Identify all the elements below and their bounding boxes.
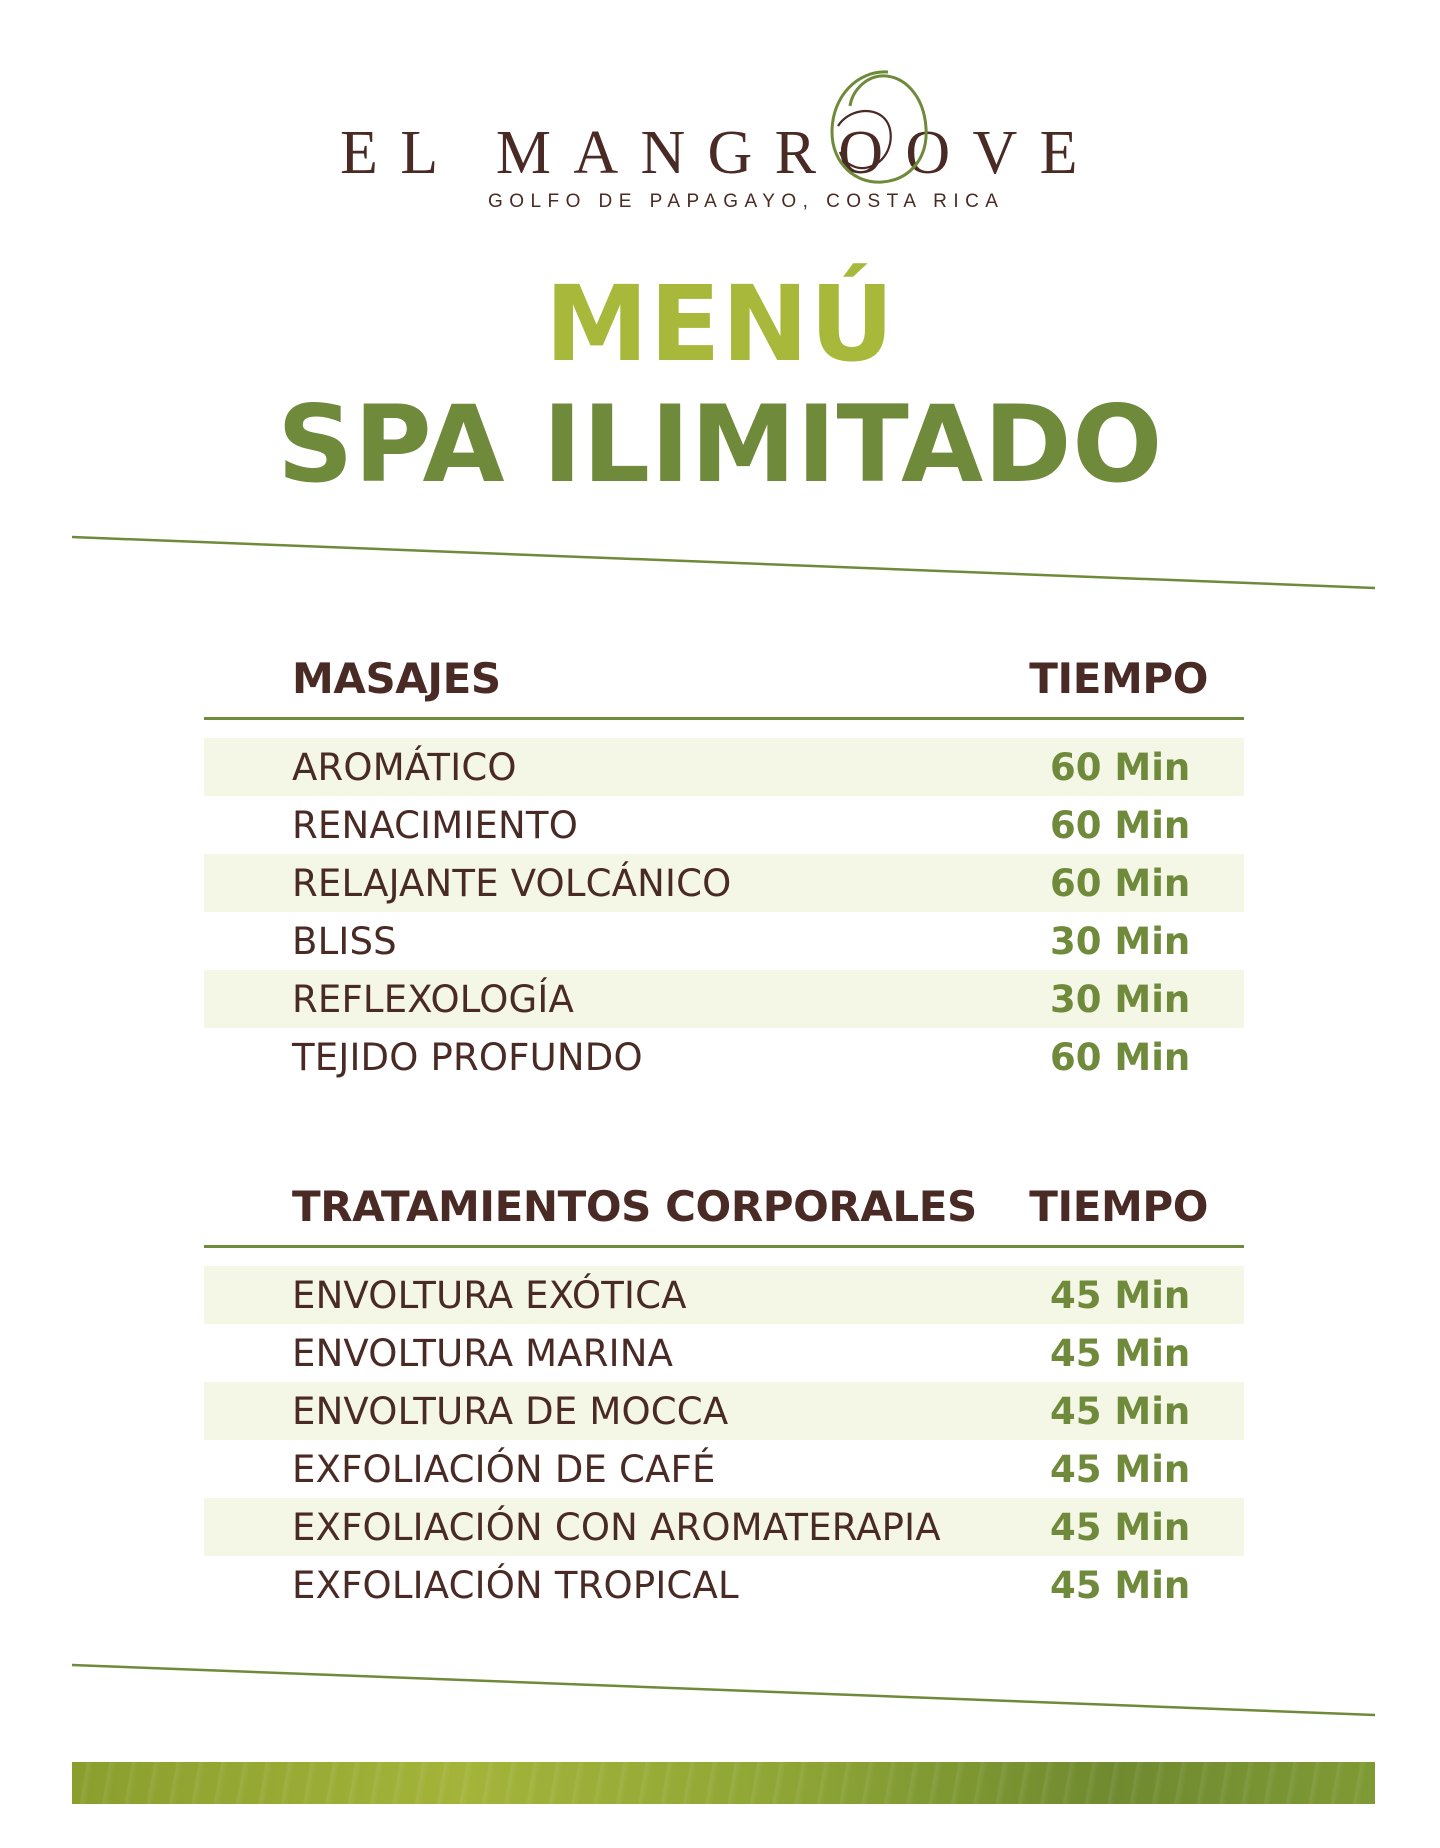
list-item — [204, 1440, 1244, 1498]
service-name: ENVOLTURA DE MOCCA — [292, 1390, 729, 1433]
brand-name: EL MANGROOVE — [340, 119, 1100, 187]
list-item — [204, 1382, 1244, 1440]
section-tratamientos-corporales — [204, 1178, 1244, 1614]
service-name: RENACIMIENTO — [292, 804, 579, 847]
list-item — [204, 1028, 1244, 1086]
service-time: 45 Min — [1050, 1506, 1191, 1549]
list-item — [204, 912, 1244, 970]
service-time: 60 Min — [1050, 804, 1191, 847]
section-title: MASAJES — [292, 654, 501, 703]
service-time: 60 Min — [1050, 1036, 1191, 1079]
list-item — [204, 1498, 1244, 1556]
service-time: 45 Min — [1050, 1274, 1191, 1317]
service-name: ENVOLTURA MARINA — [292, 1332, 674, 1375]
service-name: BLISS — [292, 920, 397, 963]
section-time-header: TIEMPO — [1029, 1182, 1208, 1231]
footer-band — [72, 1762, 1375, 1804]
service-name: ENVOLTURA EXÓTICA — [292, 1274, 687, 1317]
menu-title: MENÚ — [544, 263, 896, 385]
menu-subtitle: SPA ILIMITADO — [277, 383, 1163, 506]
service-time: 30 Min — [1050, 978, 1191, 1021]
service-list — [204, 738, 1244, 1086]
service-name: RELAJANTE VOLCÁNICO — [292, 862, 732, 905]
service-name: REFLEXOLOGÍA — [292, 978, 574, 1021]
brand-tagline: GOLFO DE PAPAGAYO, COSTA RICA — [488, 191, 1005, 212]
bottom-diagonal-rule — [72, 1665, 1375, 1715]
mangrove-leaf-loop-icon — [818, 66, 938, 190]
list-item — [204, 1556, 1244, 1614]
list-item — [204, 738, 1244, 796]
section-header — [204, 650, 1244, 720]
section-masajes — [204, 650, 1244, 1086]
service-name: EXFOLIACIÓN DE CAFÉ — [292, 1448, 716, 1491]
service-time: 60 Min — [1050, 862, 1191, 905]
top-diagonal-rule — [72, 537, 1375, 588]
service-time: 45 Min — [1050, 1390, 1191, 1433]
brand-header — [0, 0, 1440, 240]
service-name: EXFOLIACIÓN TROPICAL — [292, 1564, 739, 1607]
list-item — [204, 1324, 1244, 1382]
service-time: 30 Min — [1050, 920, 1191, 963]
service-time: 45 Min — [1050, 1564, 1191, 1607]
list-item — [204, 796, 1244, 854]
service-time: 45 Min — [1050, 1332, 1191, 1375]
section-time-header: TIEMPO — [1029, 654, 1208, 703]
list-item — [204, 854, 1244, 912]
service-list — [204, 1266, 1244, 1614]
list-item — [204, 970, 1244, 1028]
footer-band-texture — [72, 1762, 1375, 1804]
section-header — [204, 1178, 1244, 1248]
service-name: TEJIDO PROFUNDO — [292, 1036, 643, 1079]
service-time: 45 Min — [1050, 1448, 1191, 1491]
list-item — [204, 1266, 1244, 1324]
service-time: 60 Min — [1050, 746, 1191, 789]
section-title: TRATAMIENTOS CORPORALES — [292, 1182, 977, 1231]
service-name: AROMÁTICO — [292, 746, 517, 789]
service-name: EXFOLIACIÓN CON AROMATERAPIA — [292, 1506, 941, 1549]
